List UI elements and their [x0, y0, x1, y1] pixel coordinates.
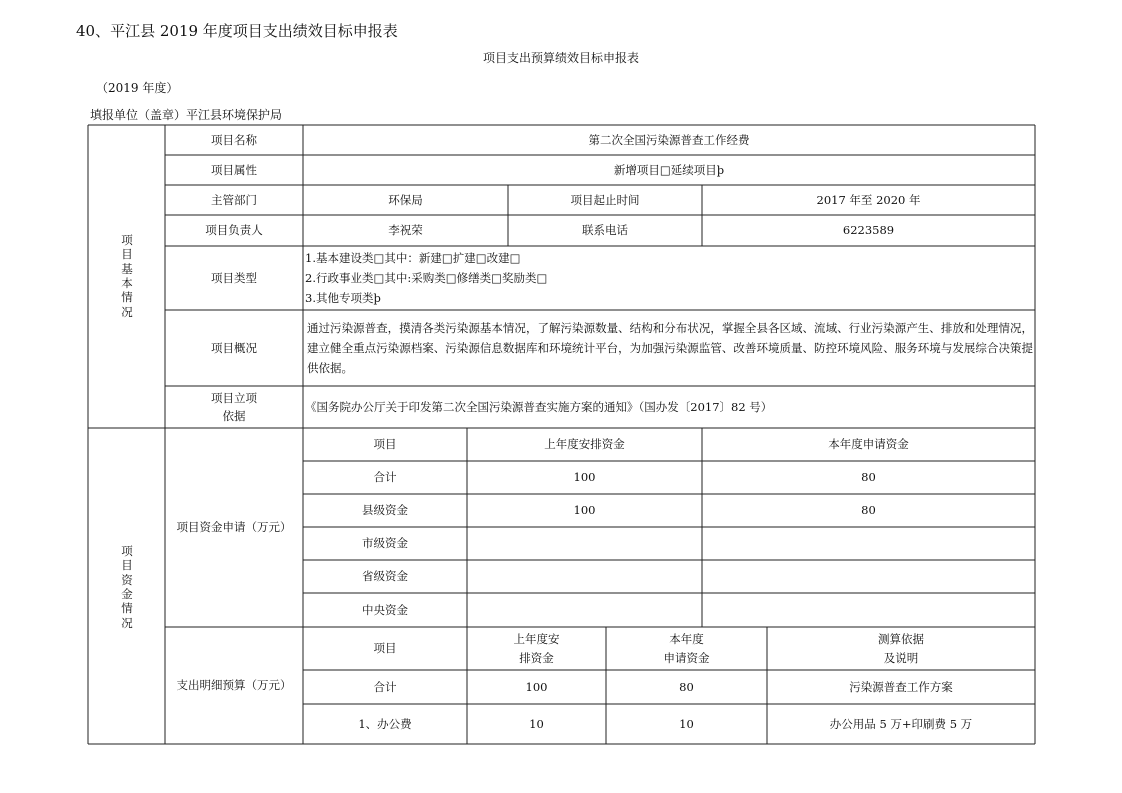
- detail-row-last: 100: [525, 679, 548, 694]
- apply-row-last: [467, 527, 702, 560]
- apply-header-last: 上年度安排资金: [544, 437, 625, 452]
- apply-row-last: 100: [573, 470, 596, 485]
- detail-header-basis-line: 测算依据: [878, 632, 924, 647]
- attr-value: 新增项目□延续项目þ: [613, 162, 725, 177]
- type-label: 项目类型: [211, 270, 257, 285]
- dept-label: 主管部门: [211, 192, 257, 207]
- overview-cell: [303, 310, 1035, 386]
- type-option-line: 2.行政事业类□其中:采购类□修缮类□奖励类□: [305, 270, 548, 285]
- apply-row-item: 中央资金: [362, 602, 408, 617]
- period-value: 2017 年至 2020 年: [816, 192, 921, 207]
- leader-label: 项目负责人: [205, 223, 263, 238]
- leader-value: 李祝荣: [388, 223, 423, 238]
- apply-row-last: 100: [573, 503, 596, 518]
- detail-row-basis: 污染源普查工作方案: [849, 679, 953, 694]
- detail-header-current: [606, 627, 767, 670]
- vertical-label-char: 项: [121, 543, 133, 558]
- document-heading: 40、平江县 2019 年度项目支出绩效目标申报表: [76, 22, 398, 40]
- type-option-line: 1.基本建设类□其中：新建□扩建□改建□: [305, 250, 521, 265]
- detail-header-current-line: 申请资金: [663, 650, 710, 665]
- reporting-unit: 填报单位（盖章）平江县环境保护局: [90, 108, 283, 122]
- detail-header-basis-line: 及说明: [883, 650, 919, 665]
- detail-header-item: 项目: [373, 641, 397, 656]
- type-options: [303, 246, 1035, 310]
- apply-row-current: [702, 527, 1035, 560]
- apply-label: 项目资金申请（万元）: [176, 520, 292, 535]
- detail-header-last: [467, 627, 606, 670]
- name-value: 第二次全国污染源普查工作经费: [588, 132, 750, 147]
- vertical-label-char: 情: [121, 601, 133, 616]
- phone-value: 6223589: [842, 223, 895, 238]
- apply-row-item: 合计: [373, 470, 397, 485]
- apply-row-current: [702, 593, 1035, 627]
- detail-header-current-line: 本年度: [669, 632, 704, 647]
- vertical-label-char: 情: [121, 290, 133, 305]
- apply-header-current: 本年度申请资金: [828, 437, 909, 452]
- apply-row-item: 省级资金: [362, 569, 408, 584]
- vertical-label-char: 况: [121, 615, 133, 630]
- apply-row-item: 县级资金: [362, 503, 408, 518]
- apply-header-item: 项目: [373, 437, 397, 452]
- detail-header-basis: [767, 627, 1035, 670]
- detail-header-last-line: 上年度安: [513, 632, 560, 647]
- apply-row-item: 市级资金: [362, 536, 408, 551]
- detail-row-item: 合计: [373, 679, 397, 694]
- detail-row-current: 80: [679, 679, 694, 694]
- apply-row-current: 80: [861, 470, 876, 485]
- detail-row-basis: 办公用品 5 万+印刷费 5 万: [829, 716, 973, 731]
- dept-value: 环保局: [388, 192, 423, 207]
- apply-row-last: [467, 593, 702, 627]
- apply-row-current: [702, 560, 1035, 593]
- section-basic-label: [117, 232, 137, 320]
- name-label: 项目名称: [211, 132, 257, 147]
- apply-row-current: 80: [861, 503, 876, 518]
- period-label: 项目起止时间: [570, 192, 640, 207]
- vertical-label-char: 金: [121, 587, 133, 601]
- type-option-line: 3.其他专项类þ: [305, 291, 381, 306]
- detail-header-last-line: 排资金: [519, 650, 554, 665]
- attr-label: 项目属性: [211, 162, 257, 177]
- overview-label: 项目概况: [211, 340, 257, 355]
- vertical-label-char: 目: [121, 247, 133, 262]
- detail-label: 支出明细预算（万元）: [176, 678, 292, 693]
- vertical-label-char: 资: [121, 572, 133, 587]
- basis-label-cell: [165, 386, 303, 428]
- overview-text: 通过污染源普查，摸清各类污染源基本情况，了解污染源数量、结构和分布状况，掌握全县各区域、流域、行业污染源产生、排放和处理情况，建立健全重点污染源档案、污染源信息数据库和环境统计平台，为加强污染源监管、改善环境质量、防控环境风险、服务环境与发展综合决策提供依据。: [307, 320, 1033, 376]
- basis-value: 《国务院办公厅关于印发第二次全国污染源普查实施方案的通知》（国办发〔2017〕82 号）: [305, 399, 773, 414]
- detail-row-current: 10: [679, 716, 694, 731]
- form-subtitle: 项目支出预算绩效目标申报表: [482, 51, 639, 65]
- vertical-label-char: 目: [121, 558, 133, 573]
- vertical-label-char: 基: [121, 261, 133, 276]
- apply-row-last: [467, 560, 702, 593]
- vertical-label-char: 本: [121, 276, 133, 290]
- detail-row-item: 1、办公费: [358, 716, 412, 731]
- basis-label-line: 依据: [222, 409, 246, 423]
- phone-label: 联系电话: [582, 223, 628, 238]
- vertical-label-char: 况: [121, 304, 133, 319]
- basis-label-line: 项目立项: [211, 390, 257, 405]
- section-funds-label: [117, 543, 137, 631]
- detail-row-last: 10: [529, 716, 544, 731]
- form-year: （2019 年度）: [96, 81, 179, 95]
- vertical-label-char: 项: [121, 232, 133, 247]
